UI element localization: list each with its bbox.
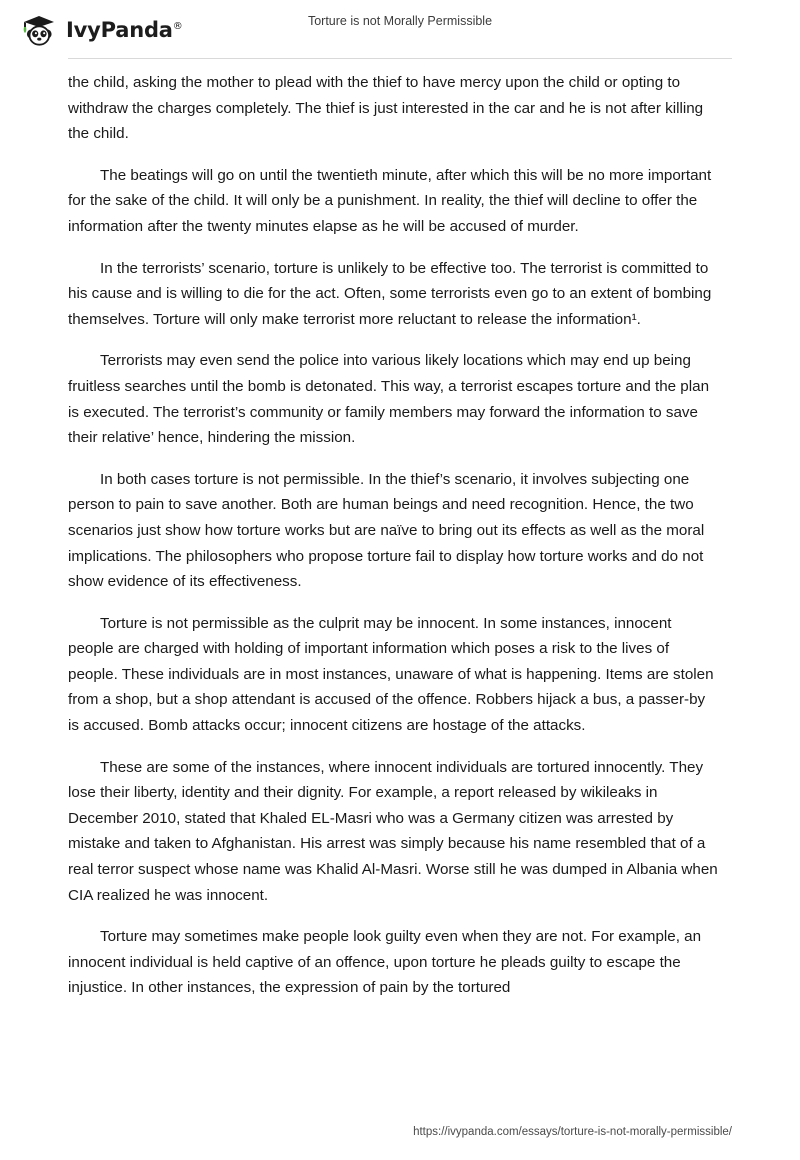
page-header (0, 0, 800, 58)
document-body (68, 70, 720, 1017)
paragraph: Torture may sometimes make people look guilty even when they are not. For example, an innocent individual is held captive of an offence, upon torture he pleads guilty to escape the injustice. In other instances, the expression of pain by the tortured (68, 928, 702, 997)
paragraph: the child, asking the mother to plead with the thief to have mercy upon the child or opting to withdraw the charges completely. The thief is just interested in the car and he is not after killing the child. (68, 74, 704, 143)
brand-registered-mark: ® (172, 21, 183, 32)
paragraph: In the terrorists’ scenario, torture is unlikely to be effective too. The terrorist is committed to his cause and is willing to die for the act. Often, some terrorists even go to an extent of bombing themselves. Torture will only make terrorist more reluctant to release the information¹. (68, 259, 712, 328)
header-divider (68, 58, 732, 59)
paragraph: Terrorists may even send the police into various likely locations which may end up being fruitless searches until the bomb is detonated. This way, a terrorist escapes torture and the plan is executed. The terrorist’s community or family members may forward the information to save their relative’ hence, hindering the mission. (68, 352, 710, 447)
source-url-link[interactable]: https://ivypanda.com/essays/torture-is-not-morally-permissible/ (413, 1126, 732, 1138)
paragraph: These are some of the instances, where innocent individuals are tortured innocently. They lose their liberty, identity and their dignity. For example, a report released by wikileaks in December 2010, stated that Khaled EL-Masri who was a Germany citizen was arrested by mistake and taken to Afghanistan. His arrest was simply because his name resembled that of a real terror suspect whose name was Khalid Al-Masri. Worse still he was dumped in Albania when CIA realized he was innocent. (68, 758, 718, 904)
brand-name-text: IvyPanda (66, 18, 173, 42)
paragraph: Torture is not permissible as the culprit may be innocent. In some instances, innocent people are charged with holding of important information which poses a risk to the lives of people. These individuals are in most instances, unaware of what is happening. Items are stolen from a shop, but a shop attendant is accused of the offence. Robbers hijack a bus, a passer-by is accused. Bomb attacks occur; innocent citizens are hostage of the attacks. (68, 614, 714, 735)
page-title: Torture is not Morally Permissible (307, 14, 493, 28)
paragraph: In both cases torture is not permissible. In the thief’s scenario, it involves subjecting one person to pain to save another. Both are human beings and need recognition. Hence, the two scenarios just show how torture works but are naïve to bring out its effects as well as the moral implications. The philosophers who propose torture fail to display how torture works and do not show evidence of its effectiveness. (68, 470, 705, 591)
paragraph: The beatings will go on until the twentieth minute, after which this will be no more important for the sake of the child. It will only be a punishment. In reality, the thief will decline to offer the information after the twenty minutes elapse as he will be accused of murder. (68, 166, 712, 235)
